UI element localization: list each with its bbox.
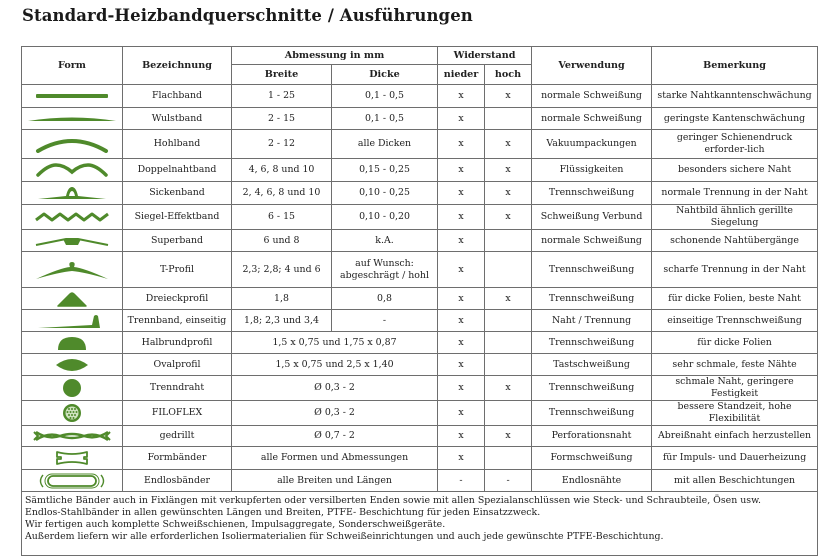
row-verwendung: Trennschweißung xyxy=(532,376,652,401)
row-name: gedrillt xyxy=(123,426,232,447)
row-bemerkung: besonders sichere Naht xyxy=(652,159,818,182)
row-dicke: auf Wunsch: abgeschrägt / hohl xyxy=(332,252,438,288)
row-breite: 2 - 15 xyxy=(232,108,332,130)
table-row xyxy=(22,332,818,354)
double-seam-band-icon xyxy=(32,162,112,178)
endless-band-icon xyxy=(35,473,109,489)
row-bemerkung: schmale Naht, geringere Festigkeit xyxy=(652,376,818,401)
row-hoch: x xyxy=(485,288,532,310)
row-name: Sickenband xyxy=(123,182,232,205)
row-nieder: x xyxy=(438,205,485,230)
row-name: Wulstband xyxy=(123,108,232,130)
row-breite: 2 - 12 xyxy=(232,130,332,159)
row-nieder: x xyxy=(438,130,485,159)
row-dicke: 0,10 - 0,25 xyxy=(332,182,438,205)
row-bemerkung: Abreißnaht einfach herzustellen xyxy=(652,426,818,447)
row-hoch xyxy=(485,332,532,354)
row-hoch: x xyxy=(485,159,532,182)
row-breite: 2,3; 2,8; 4 und 6 xyxy=(232,252,332,288)
row-nieder: x xyxy=(438,182,485,205)
table-row xyxy=(22,288,818,310)
row-verwendung: normale Schweißung xyxy=(532,85,652,108)
super-band-icon xyxy=(30,234,114,248)
row-nieder: x xyxy=(438,288,485,310)
row-verwendung: Formschweißung xyxy=(532,447,652,470)
row-verwendung: Trennschweißung xyxy=(532,288,652,310)
row-bemerkung: mit allen Beschichtungen xyxy=(652,470,818,492)
row-verwendung: Schweißung Verbund xyxy=(532,205,652,230)
row-name: Hohlband xyxy=(123,130,232,159)
half-round-profile-icon xyxy=(52,334,92,352)
row-dicke: 0,1 - 0,5 xyxy=(332,85,438,108)
row-nieder: x xyxy=(438,85,485,108)
row-abmessung: Ø 0,3 - 2 xyxy=(232,376,438,401)
row-hoch: x xyxy=(485,205,532,230)
header-verwendung: Verwendung xyxy=(532,47,652,85)
row-hoch: x xyxy=(485,182,532,205)
row-name: FILOFLEX xyxy=(123,401,232,426)
hollow-band-icon xyxy=(32,135,112,153)
row-nieder: x xyxy=(438,108,485,130)
row-name: Ovalprofil xyxy=(123,354,232,376)
separating-band-one-sided-icon xyxy=(30,312,114,330)
row-nieder: x xyxy=(438,252,485,288)
table-row xyxy=(22,426,818,447)
row-bemerkung: starke Nahtkanntenschwächung xyxy=(652,85,818,108)
row-abmessung: 1,5 x 0,75 und 2,5 x 1,40 xyxy=(232,354,438,376)
row-verwendung: normale Schweißung xyxy=(532,108,652,130)
table-row xyxy=(22,230,818,252)
header-abmessung: Abmessung in mm xyxy=(232,47,438,65)
row-bemerkung: geringer Schienendruck erforder-lich xyxy=(652,130,818,159)
row-dicke: 0,15 - 0,25 xyxy=(332,159,438,182)
row-verwendung: Endlosnähte xyxy=(532,470,652,492)
row-bemerkung: für Impuls- und Dauerheizung xyxy=(652,447,818,470)
row-nieder: x xyxy=(438,159,485,182)
header-breite: Breite xyxy=(232,65,332,85)
table-row xyxy=(22,376,818,401)
row-verwendung: Trennschweißung xyxy=(532,401,652,426)
row-verwendung: Trennschweißung xyxy=(532,182,652,205)
row-verwendung: Flüssigkeiten xyxy=(532,159,652,182)
twisted-wire-icon xyxy=(30,429,114,443)
row-bemerkung: für dicke Folien xyxy=(652,332,818,354)
row-hoch: x xyxy=(485,426,532,447)
row-bemerkung: Nahtbild ähnlich gerillte Siegelung xyxy=(652,205,818,230)
row-breite: 2, 4, 6, 8 und 10 xyxy=(232,182,332,205)
row-abmessung: Ø 0,3 - 2 xyxy=(232,401,438,426)
table-row xyxy=(22,354,818,376)
row-breite: 6 - 15 xyxy=(232,205,332,230)
row-verwendung: Trennschweißung xyxy=(532,252,652,288)
row-bemerkung: bessere Standzeit, hohe Flexibilität xyxy=(652,401,818,426)
oval-profile-icon xyxy=(52,357,92,373)
row-name: Siegel-Effektband xyxy=(123,205,232,230)
row-hoch xyxy=(485,354,532,376)
table-row xyxy=(22,447,818,470)
table-row xyxy=(22,130,818,159)
header-bezeichnung: Bezeichnung xyxy=(123,47,232,85)
footer-line: Wir fertigen auch komplette Schweißschienen, Impulsaggregate, Sonderschweißgeräte. xyxy=(25,519,446,530)
row-nieder: x xyxy=(438,332,485,354)
row-verwendung: Perforationsnaht xyxy=(532,426,652,447)
row-hoch xyxy=(485,447,532,470)
row-nieder: x xyxy=(438,447,485,470)
row-name: Trenndraht xyxy=(123,376,232,401)
row-breite: 4, 6, 8 und 10 xyxy=(232,159,332,182)
row-hoch: x xyxy=(485,376,532,401)
row-hoch xyxy=(485,230,532,252)
row-name: Formbänder xyxy=(123,447,232,470)
row-bemerkung: geringste Kantenschwächung xyxy=(652,108,818,130)
shaped-band-icon xyxy=(50,449,94,467)
filoflex-wire-icon xyxy=(60,403,84,423)
page-title: Standard-Heizbandquerschnitte / Ausführungen xyxy=(22,6,473,25)
row-verwendung: normale Schweißung xyxy=(532,230,652,252)
row-name: Endlosbänder xyxy=(123,470,232,492)
row-nieder: x xyxy=(438,230,485,252)
row-nieder: x xyxy=(438,376,485,401)
footer-line: Außerdem liefern wir alle erforderlichen Isoliermaterialien für Schweißeinrichtungen und auch jede gewünschte PTFE-Beschichtung. xyxy=(25,531,664,542)
row-nieder: - xyxy=(438,470,485,492)
row-bemerkung: scharfe Trennung in der Naht xyxy=(652,252,818,288)
row-dicke: alle Dicken xyxy=(332,130,438,159)
row-abmessung: Ø 0,7 - 2 xyxy=(232,426,438,447)
table-row xyxy=(22,310,818,332)
table-row xyxy=(22,205,818,230)
row-hoch: - xyxy=(485,470,532,492)
row-hoch xyxy=(485,252,532,288)
row-bemerkung: für dicke Folien, beste Naht xyxy=(652,288,818,310)
row-nieder: x xyxy=(438,310,485,332)
header-bemerkung: Bemerkung xyxy=(652,47,818,85)
triangle-profile-icon xyxy=(52,290,92,308)
table-row xyxy=(22,252,818,288)
row-bemerkung: sehr schmale, feste Nähte xyxy=(652,354,818,376)
header-dicke: Dicke xyxy=(332,65,438,85)
row-bemerkung: einseitige Trennschweißung xyxy=(652,310,818,332)
table-row xyxy=(22,108,818,130)
t-profile-icon xyxy=(30,259,114,281)
row-hoch xyxy=(485,108,532,130)
header-hoch: hoch xyxy=(485,65,532,85)
footer-notes xyxy=(22,492,818,556)
row-dicke: - xyxy=(332,310,438,332)
row-name: Flachband xyxy=(123,85,232,108)
row-breite: 1,8 xyxy=(232,288,332,310)
row-verwendung: Naht / Trennung xyxy=(532,310,652,332)
row-abmessung: 1,5 x 0,75 und 1,75 x 0,87 xyxy=(232,332,438,354)
row-nieder: x xyxy=(438,426,485,447)
row-bemerkung: schonende Nahtübergänge xyxy=(652,230,818,252)
row-verwendung: Tastschweißung xyxy=(532,354,652,376)
header-widerstand: Widerstand xyxy=(438,47,532,65)
footer-line: Sämtliche Bänder auch in Fixlängen mit verkupferten oder versilberten Enden sowie mit allen Spezialanschlüssen wie Steck- und Schraubteile, Ösen usw. xyxy=(25,495,761,506)
table-row xyxy=(22,470,818,492)
row-name: T-Profil xyxy=(123,252,232,288)
row-nieder: x xyxy=(438,401,485,426)
seal-effect-band-icon xyxy=(30,211,114,223)
row-verwendung: Trennschweißung xyxy=(532,332,652,354)
row-name: Doppelnahtband xyxy=(123,159,232,182)
bead-ridge-band-icon xyxy=(32,185,112,201)
table-row xyxy=(22,85,818,108)
separating-wire-icon xyxy=(60,378,84,398)
table-row xyxy=(22,182,818,205)
row-nieder: x xyxy=(438,354,485,376)
row-dicke: 0,1 - 0,5 xyxy=(332,108,438,130)
row-breite: 1 - 25 xyxy=(232,85,332,108)
flat-band-icon xyxy=(32,91,112,101)
row-dicke: 0,10 - 0,20 xyxy=(332,205,438,230)
row-name: Trennband, einseitig xyxy=(123,310,232,332)
row-verwendung: Vakuumpackungen xyxy=(532,130,652,159)
bead-band-icon xyxy=(26,114,118,124)
row-bemerkung: normale Trennung in der Naht xyxy=(652,182,818,205)
heating-band-table xyxy=(21,46,818,556)
row-abmessung: alle Breiten und Längen xyxy=(232,470,438,492)
row-hoch xyxy=(485,310,532,332)
row-abmessung: alle Formen und Abmessungen xyxy=(232,447,438,470)
row-name: Halbrundprofil xyxy=(123,332,232,354)
row-hoch: x xyxy=(485,85,532,108)
row-hoch xyxy=(485,401,532,426)
row-breite: 1,8; 2,3 und 3,4 xyxy=(232,310,332,332)
table-row xyxy=(22,159,818,182)
header-form: Form xyxy=(22,47,123,85)
row-name: Dreieckprofil xyxy=(123,288,232,310)
row-dicke: k.A. xyxy=(332,230,438,252)
row-dicke: 0,8 xyxy=(332,288,438,310)
footer-line: Endlos-Stahlbänder in allen gewünschten Längen und Breiten, PTFE- Beschichtung für jeden Einsatzzweck. xyxy=(25,507,541,518)
row-hoch: x xyxy=(485,130,532,159)
row-name: Superband xyxy=(123,230,232,252)
table-row xyxy=(22,401,818,426)
row-breite: 6 und 8 xyxy=(232,230,332,252)
header-nieder: nieder xyxy=(438,65,485,85)
